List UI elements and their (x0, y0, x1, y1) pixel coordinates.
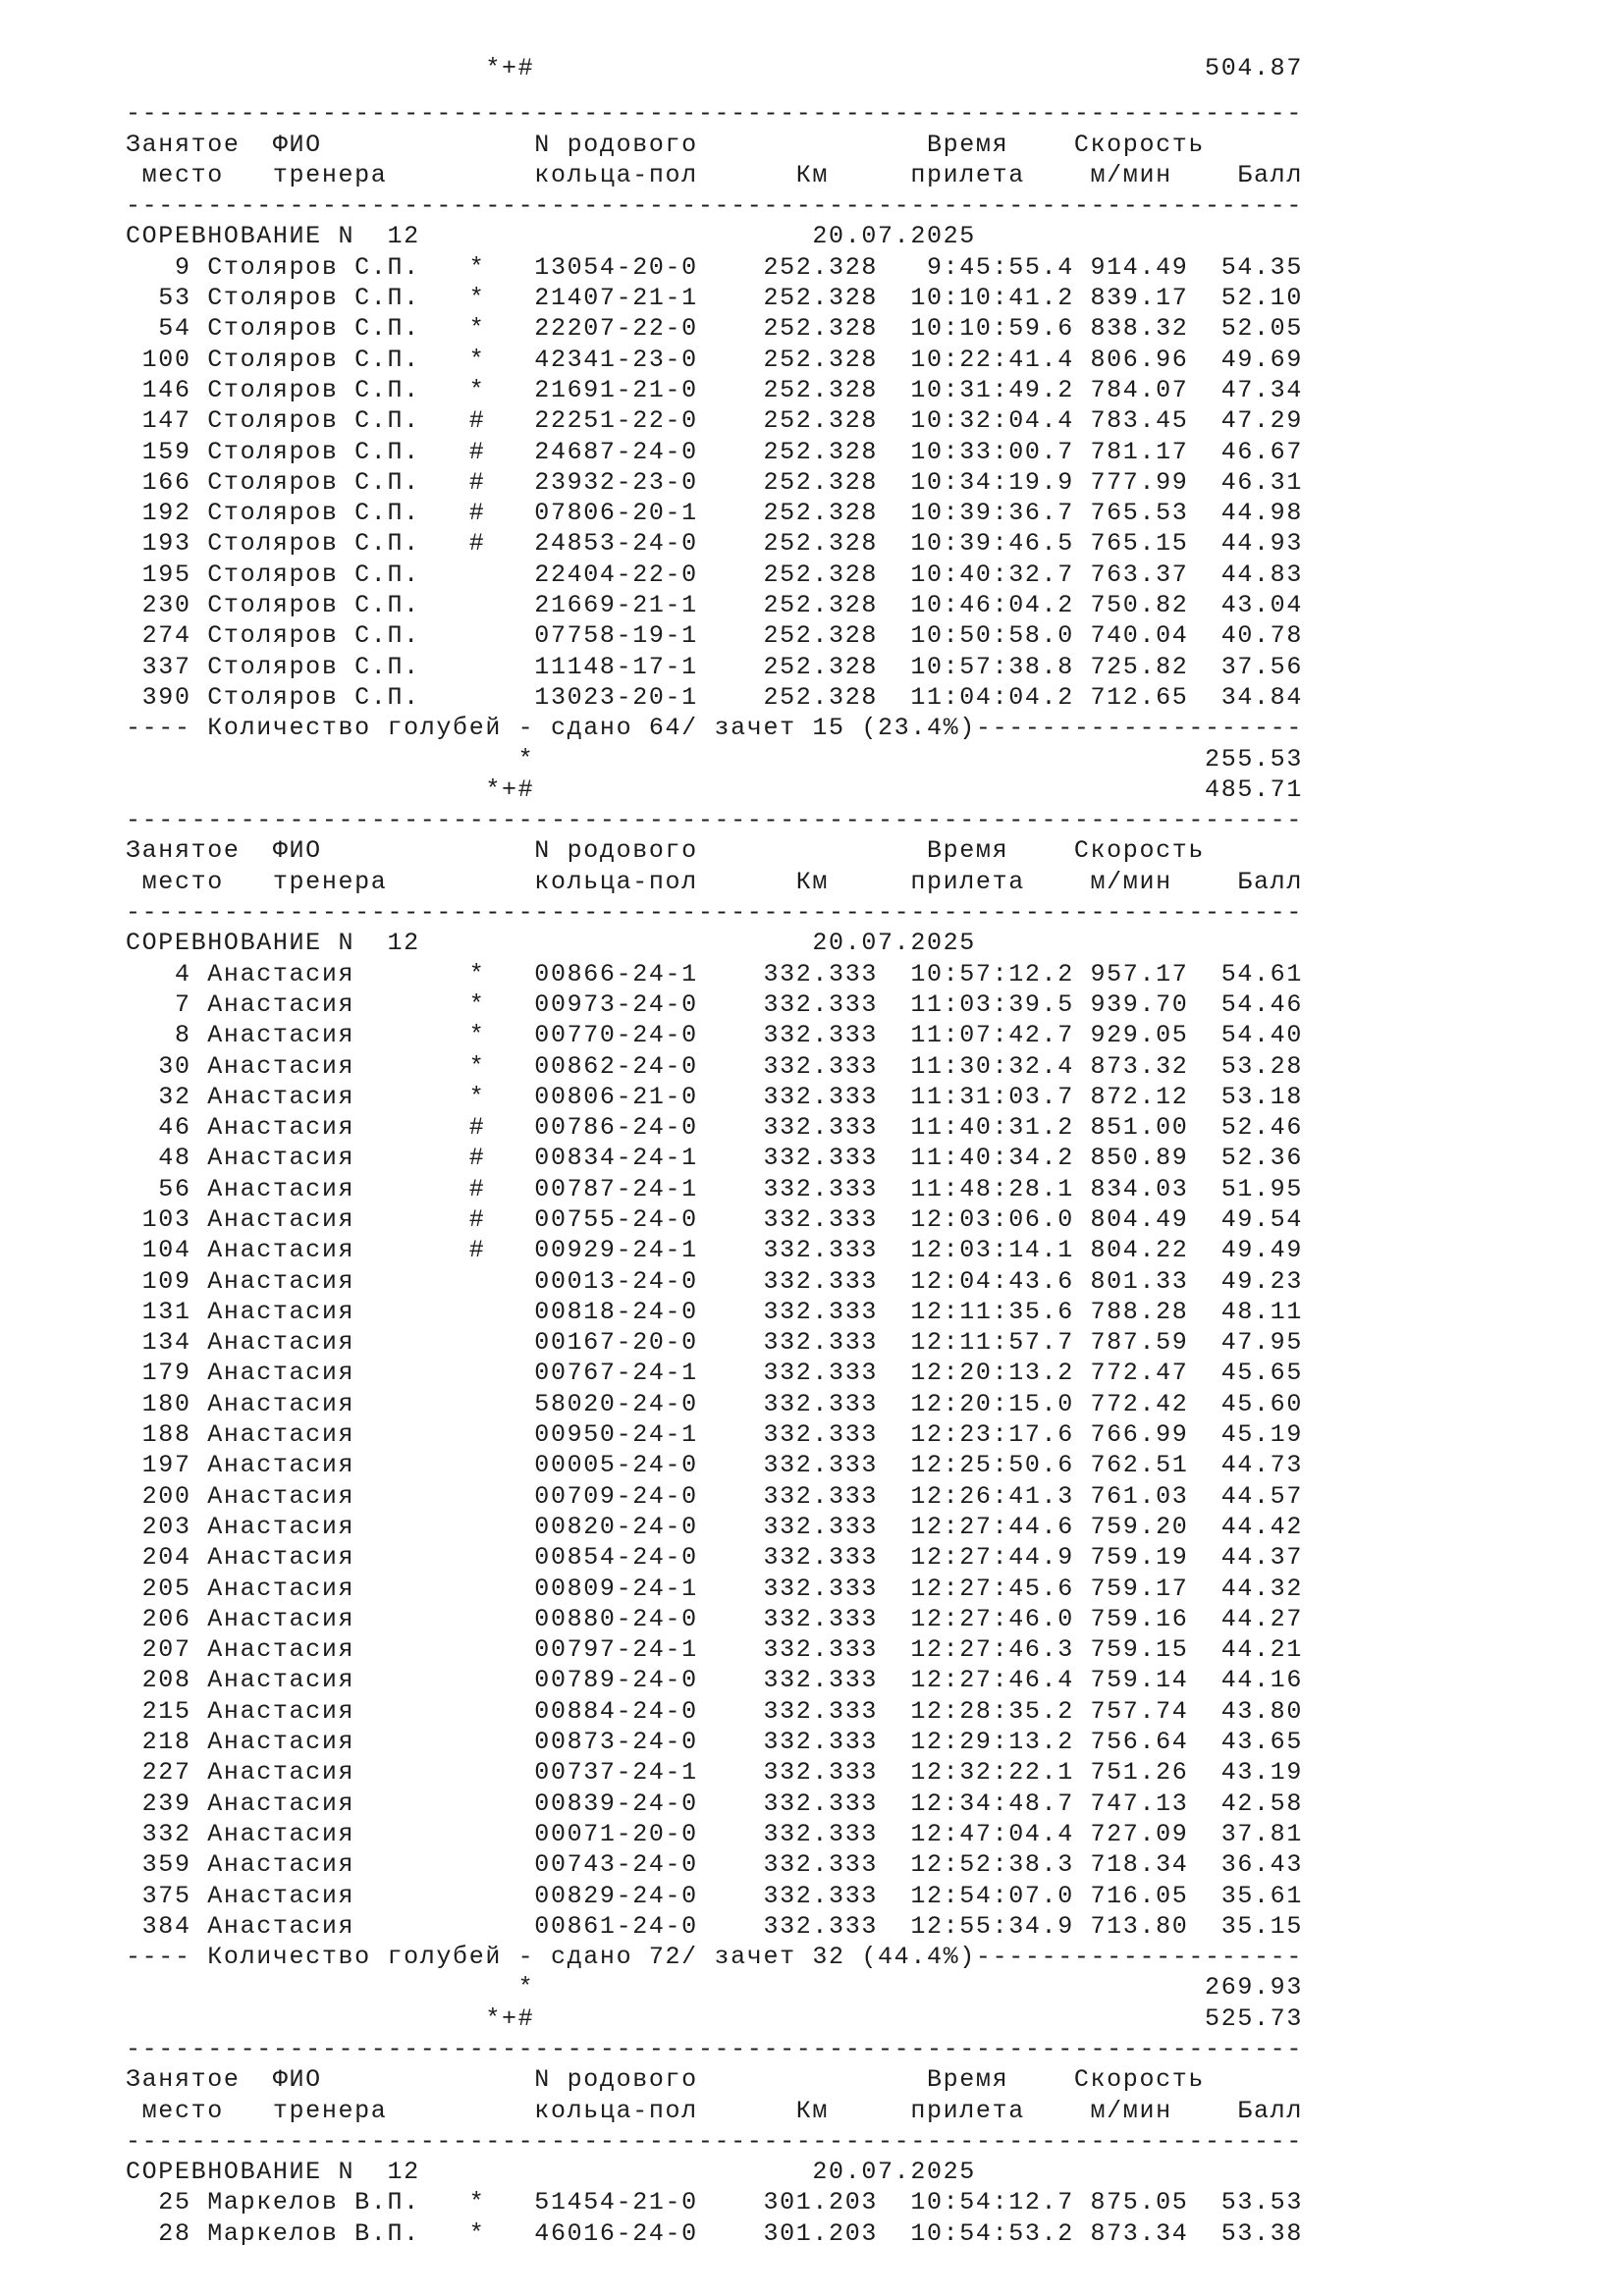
result-row: 109 Анастасия 00013-24-0 332.333 12:04:43.6 801.33 49.23 (126, 1266, 1303, 1296)
result-row: 227 Анастасия 00737-24-1 332.333 12:32:22.1 751.26 43.19 (126, 1758, 1303, 1788)
page-top-total-line: *+# 504.87 (126, 54, 1303, 82)
result-row: 193 Столяров С.П. # 24853-24-0 252.328 10:39:46.5 765.15 44.93 (126, 529, 1303, 559)
result-row: 159 Столяров С.П. # 24687-24-0 252.328 10:33:00.7 781.17 46.67 (126, 437, 1303, 466)
result-row: 204 Анастасия 00854-24-0 332.333 12:27:44.9 759.19 44.37 (126, 1543, 1303, 1573)
result-row: 103 Анастасия # 00755-24-0 332.333 12:03:06.0 804.49 49.54 (126, 1204, 1303, 1234)
result-row: 188 Анастасия 00950-24-1 332.333 12:23:17.6 766.99 45.19 (126, 1420, 1303, 1450)
result-row: 197 Анастасия 00005-24-0 332.333 12:25:50.6 762.51 44.73 (126, 1451, 1303, 1480)
column-headers-line-1: Занятое ФИО N родового Время Скорость (126, 130, 1206, 159)
separator-line: ------------------------------------------------------------------------ (126, 99, 1303, 129)
separator-line: ------------------------------------------------------------------------ (126, 898, 1303, 928)
result-row: 46 Анастасия # 00786-24-0 332.333 11:40:31.2 851.00 52.46 (126, 1113, 1303, 1143)
result-row: 9 Столяров С.П. * 13054-20-0 252.328 9:45:55.4 914.49 54.35 (126, 252, 1303, 282)
result-row: 215 Анастасия 00884-24-0 332.333 12:28:35.2 757.74 43.80 (126, 1696, 1303, 1726)
result-row: 131 Анастасия 00818-24-0 332.333 12:11:35.6 788.28 48.11 (126, 1297, 1303, 1326)
result-row: 230 Столяров С.П. 21669-21-1 252.328 10:46:04.2 750.82 43.04 (126, 591, 1303, 620)
competition-title-line: СОРЕВНОВАНИЕ N 12 20.07.2025 (126, 929, 976, 958)
result-row: 200 Анастасия 00709-24-0 332.333 12:26:41.3 761.03 44.57 (126, 1481, 1303, 1511)
result-row: 48 Анастасия # 00834-24-1 332.333 11:40:34.2 850.89 52.36 (126, 1144, 1303, 1173)
subtotal-line: * 269.93 (126, 1973, 1303, 2002)
separator-line: ------------------------------------------------------------------------ (126, 2126, 1303, 2156)
result-row: 384 Анастасия 00861-24-0 332.333 12:55:34.9 713.80 35.15 (126, 1911, 1303, 1941)
result-row: 192 Столяров С.П. # 07806-20-1 252.328 10:39:36.7 765.53 44.98 (126, 499, 1303, 528)
column-headers-line-2: место тренера кольца-пол Км прилета м/мин Балл (126, 160, 1303, 189)
result-row: 390 Столяров С.П. 13023-20-1 252.328 11:04:04.2 712.65 34.84 (126, 682, 1303, 712)
result-row: 54 Столяров С.П. * 22207-22-0 252.328 10:10:59.6 838.32 52.05 (126, 314, 1303, 344)
report-text-body (126, 53, 1624, 2249)
result-row: 359 Анастасия 00743-24-0 332.333 12:52:38.3 718.34 36.43 (126, 1850, 1303, 1880)
result-row: 8 Анастасия * 00770-24-0 332.333 11:07:42.7 929.05 54.40 (126, 1021, 1303, 1050)
separator-line: ------------------------------------------------------------------------ (126, 806, 1303, 835)
result-row: 205 Анастасия 00809-24-1 332.333 12:27:45.6 759.17 44.32 (126, 1574, 1303, 1603)
subtotal-line: * 255.53 (126, 744, 1303, 774)
result-row: 207 Анастасия 00797-24-1 332.333 12:27:46.3 759.15 44.21 (126, 1635, 1303, 1665)
result-row: 195 Столяров С.П. 22404-22-0 252.328 10:40:32.7 763.37 44.83 (126, 560, 1303, 589)
pigeon-count-summary-line: ---- Количество голубей - сдано 72/ зачет 32 (44.4%)-------------------- (126, 1943, 1303, 1972)
column-headers-line-2: место тренера кольца-пол Км прилета м/мин Балл (126, 2096, 1303, 2125)
result-row: 53 Столяров С.П. * 21407-21-1 252.328 10:10:41.2 839.17 52.10 (126, 284, 1303, 313)
result-row: 274 Столяров С.П. 07758-19-1 252.328 10:50:58.0 740.04 40.78 (126, 621, 1303, 651)
pigeon-count-summary-line: ---- Количество голубей - сдано 64/ зачет 15 (23.4%)-------------------- (126, 714, 1303, 743)
result-row: 166 Столяров С.П. # 23932-23-0 252.328 10:34:19.9 777.99 46.31 (126, 467, 1303, 497)
result-row: 332 Анастасия 00071-20-0 332.333 12:47:04.4 727.09 37.81 (126, 1819, 1303, 1848)
separator-line: ------------------------------------------------------------------------ (126, 2035, 1303, 2063)
result-row: 7 Анастасия * 00973-24-0 332.333 11:03:39.5 939.70 54.46 (126, 989, 1303, 1019)
result-row: 30 Анастасия * 00862-24-0 332.333 11:30:32.4 873.32 53.28 (126, 1051, 1303, 1081)
column-headers-line-2: место тренера кольца-пол Км прилета м/мин Балл (126, 867, 1303, 896)
result-row: 56 Анастасия # 00787-24-1 332.333 11:48:28.1 834.03 51.95 (126, 1174, 1303, 1203)
result-row: 375 Анастасия 00829-24-0 332.333 12:54:07.0 716.05 35.61 (126, 1881, 1303, 1910)
result-row: 218 Анастасия 00873-24-0 332.333 12:29:13.2 756.64 43.65 (126, 1728, 1303, 1757)
result-row: 134 Анастасия 00167-20-0 332.333 12:11:57.7 787.59 47.95 (126, 1328, 1303, 1358)
result-row: 208 Анастасия 00789-24-0 332.333 12:27:46.4 759.14 44.16 (126, 1666, 1303, 1695)
result-row: 206 Анастасия 00880-24-0 332.333 12:27:46.0 759.16 44.27 (126, 1604, 1303, 1633)
subtotal-line: *+# 525.73 (126, 2003, 1303, 2033)
competition-title-line: СОРЕВНОВАНИЕ N 12 20.07.2025 (126, 2158, 976, 2187)
result-row: 203 Анастасия 00820-24-0 332.333 12:27:44.6 759.20 44.42 (126, 1512, 1303, 1541)
result-row: 337 Столяров С.П. 11148-17-1 252.328 10:57:38.8 725.82 37.56 (126, 652, 1303, 681)
result-row: 100 Столяров С.П. * 42341-23-0 252.328 10:22:41.4 806.96 49.69 (126, 345, 1303, 374)
result-row: 25 Маркелов В.П. * 51454-21-0 301.203 10:54:12.7 875.05 53.53 (126, 2188, 1303, 2217)
result-row: 147 Столяров С.П. # 22251-22-0 252.328 10:32:04.4 783.45 47.29 (126, 406, 1303, 436)
result-row: 104 Анастасия # 00929-24-1 332.333 12:03:14.1 804.22 49.49 (126, 1236, 1303, 1265)
result-row: 179 Анастасия 00767-24-1 332.333 12:20:13.2 772.47 45.65 (126, 1359, 1303, 1388)
column-headers-line-1: Занятое ФИО N родового Время Скорость (126, 836, 1206, 866)
result-row: 239 Анастасия 00839-24-0 332.333 12:34:48.7 747.13 42.58 (126, 1789, 1303, 1818)
result-row: 28 Маркелов В.П. * 46016-24-0 301.203 10:54:53.2 873.34 53.38 (126, 2218, 1303, 2248)
result-row: 146 Столяров С.П. * 21691-21-0 252.328 10:31:49.2 784.07 47.34 (126, 375, 1303, 404)
competition-title-line: СОРЕВНОВАНИЕ N 12 20.07.2025 (126, 222, 976, 251)
subtotal-line: *+# 485.71 (126, 774, 1303, 804)
separator-line: ------------------------------------------------------------------------ (126, 191, 1303, 221)
result-row: 32 Анастасия * 00806-21-0 332.333 11:31:03.7 872.12 53.18 (126, 1082, 1303, 1111)
column-headers-line-1: Занятое ФИО N родового Время Скорость (126, 2065, 1206, 2095)
result-row: 4 Анастасия * 00866-24-1 332.333 10:57:12.2 957.17 54.61 (126, 959, 1303, 988)
result-row: 180 Анастасия 58020-24-0 332.333 12:20:15.0 772.42 45.60 (126, 1389, 1303, 1418)
